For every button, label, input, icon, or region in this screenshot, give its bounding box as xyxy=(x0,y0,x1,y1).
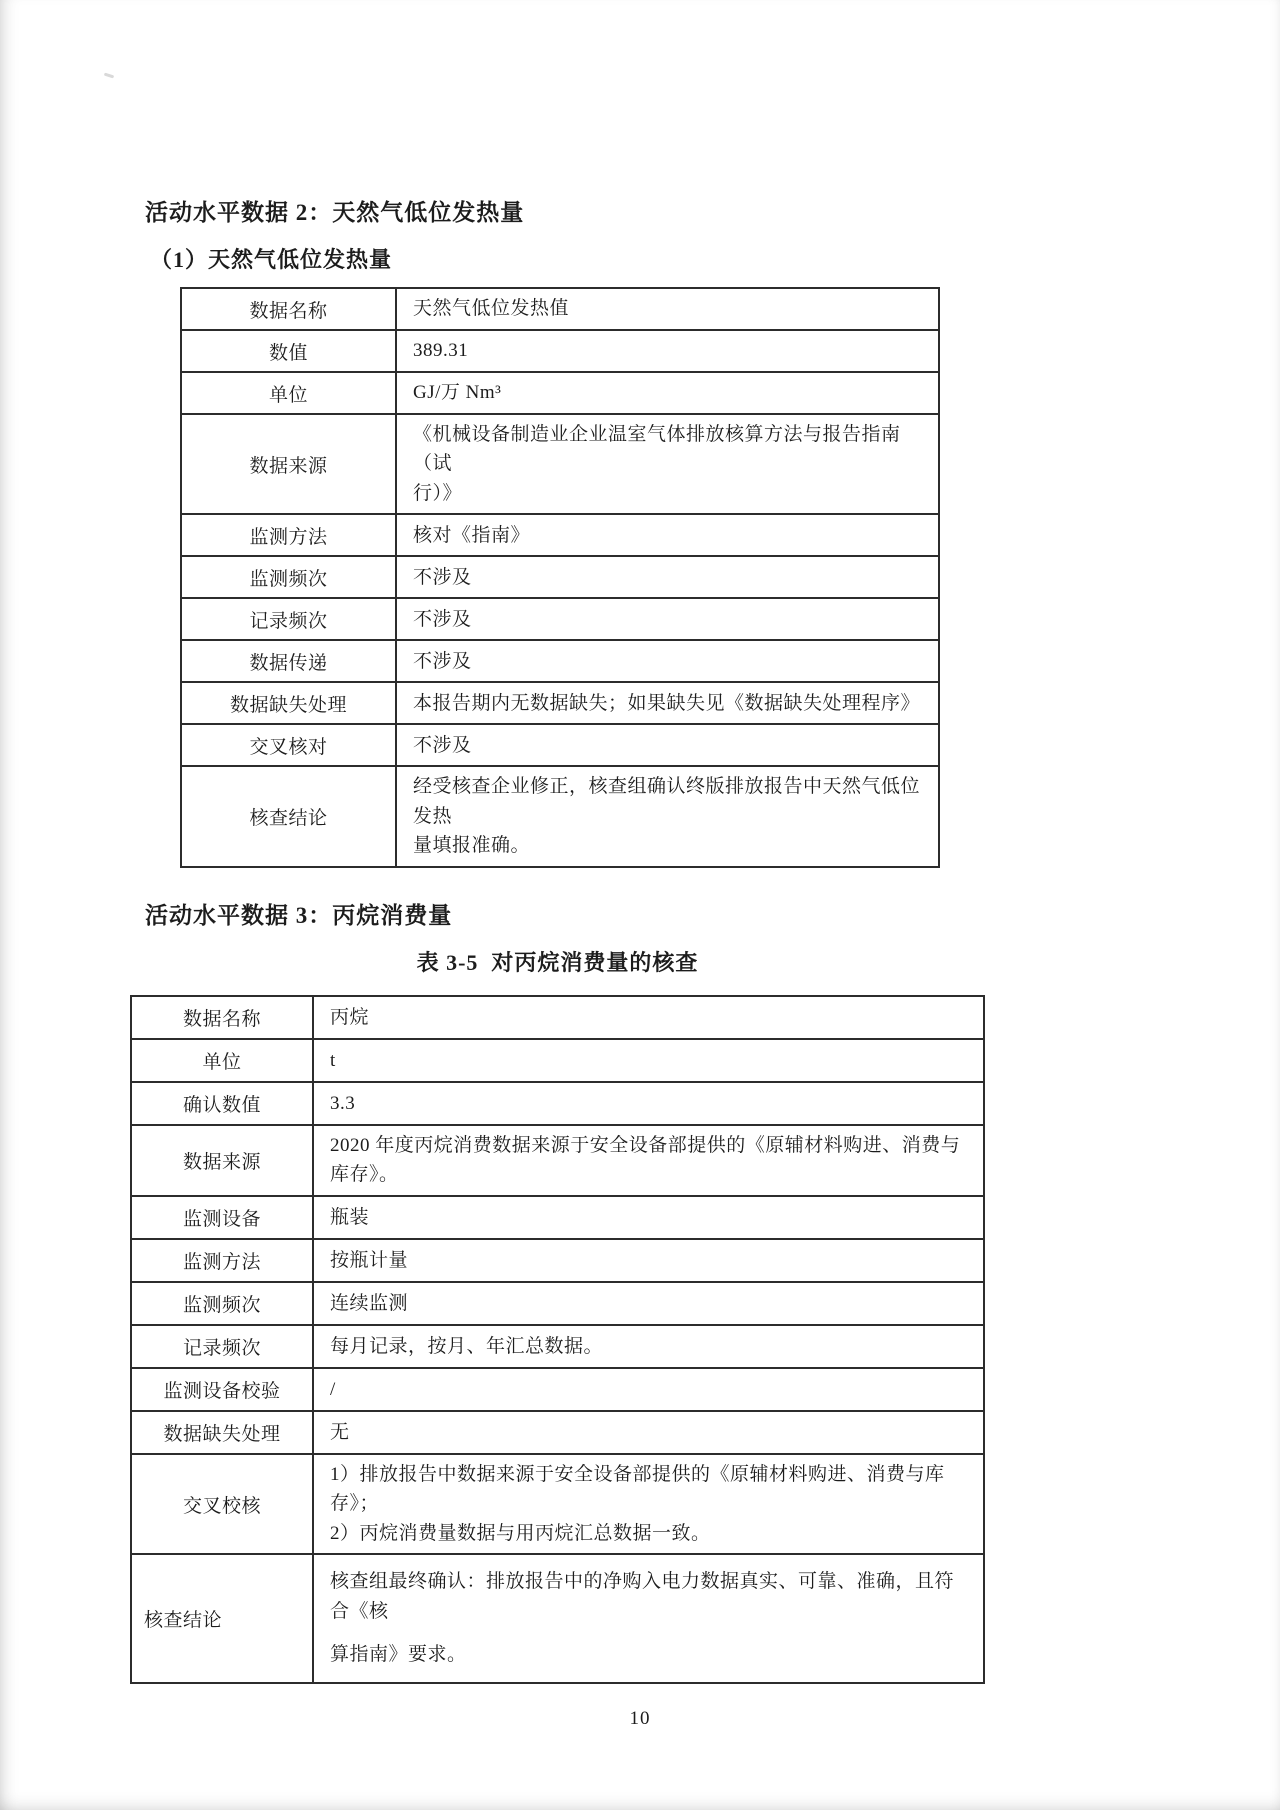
row-label: 监测设备 xyxy=(132,1197,314,1238)
row-value xyxy=(314,1412,983,1453)
row-value xyxy=(397,557,938,597)
table-row xyxy=(132,1124,983,1195)
table-row xyxy=(182,371,938,413)
table-row xyxy=(182,681,938,723)
table-row xyxy=(132,1410,983,1453)
row-value xyxy=(314,1369,983,1410)
table-propane-consumption xyxy=(130,995,985,1684)
table-row xyxy=(132,1324,983,1367)
row-value xyxy=(397,725,938,765)
row-label: 数据来源 xyxy=(182,415,397,513)
row-value-line: 行）》 xyxy=(413,482,463,504)
row-value xyxy=(314,1040,983,1081)
scan-artifact xyxy=(104,73,114,79)
row-value-line: / xyxy=(330,1378,336,1400)
row-value xyxy=(397,767,938,865)
row-value xyxy=(314,1240,983,1281)
table-row xyxy=(182,597,938,639)
row-value-line: 每月记录，按月、年汇总数据。 xyxy=(330,1335,604,1357)
table-row xyxy=(182,555,938,597)
row-value xyxy=(314,1326,983,1367)
table-row xyxy=(182,765,938,865)
table-row xyxy=(132,1038,983,1081)
row-label: 数据缺失处理 xyxy=(182,683,397,723)
row-value xyxy=(314,1455,983,1553)
row-value-line: GJ/万 Nm³ xyxy=(413,382,502,404)
table-row xyxy=(182,329,938,371)
table-caption: 表 3-5 对丙烷消费量的核查 xyxy=(416,950,699,975)
row-label: 核查结论 xyxy=(182,767,397,865)
row-value-line: 瓶装 xyxy=(330,1206,370,1228)
table-row xyxy=(182,639,938,681)
row-label: 监测频次 xyxy=(182,557,397,597)
row-value xyxy=(397,683,938,723)
subsection-heading-ng-heating-value: （1）天然气低位发热量 xyxy=(150,247,393,272)
row-value-line: 按瓶计量 xyxy=(330,1249,409,1271)
row-label: 确认数值 xyxy=(132,1083,314,1124)
row-value xyxy=(314,1083,983,1124)
table-row xyxy=(182,413,938,513)
table-row xyxy=(132,1453,983,1553)
row-value-line: 天然气低位发热值 xyxy=(413,298,570,320)
section-heading-activity-data-3: 活动水平数据 3：丙烷消费量 xyxy=(145,903,453,928)
table-row xyxy=(182,289,938,329)
row-value xyxy=(397,373,938,413)
table-row xyxy=(132,1238,983,1281)
row-label: 数据名称 xyxy=(132,997,314,1038)
row-value-line: 连续监测 xyxy=(330,1292,409,1314)
row-value xyxy=(397,289,938,329)
row-value-line: 不涉及 xyxy=(413,734,472,756)
row-value-line: 量填报准确。 xyxy=(413,835,531,857)
row-value-line: 2020 年度丙烷消费数据来源于安全设备部提供的《原辅材料购进、消费与库存》。 xyxy=(330,1135,961,1186)
row-value-line: 算指南》要求。 xyxy=(330,1644,467,1666)
section-heading-activity-data-2: 活动水平数据 2：天然气低位发热量 xyxy=(145,200,525,225)
row-label: 单位 xyxy=(132,1040,314,1081)
row-value xyxy=(314,1197,983,1238)
row-value-line: 2）丙烷消费量数据与用丙烷汇总数据一致。 xyxy=(330,1522,711,1544)
row-value-line: 3.3 xyxy=(330,1092,356,1114)
table-row xyxy=(182,513,938,555)
row-label: 监测方法 xyxy=(182,515,397,555)
row-value-line: 本报告期内无数据缺失；如果缺失见《数据缺失处理程序》 xyxy=(413,692,921,714)
row-label: 数据缺失处理 xyxy=(132,1412,314,1453)
row-label: 监测设备校验 xyxy=(132,1369,314,1410)
table-row xyxy=(132,1367,983,1410)
row-value-line: 389.31 xyxy=(413,340,469,362)
row-value-line: 1）排放报告中数据来源于安全设备部提供的《原辅材料购进、消费与库存》； xyxy=(330,1463,945,1515)
row-value xyxy=(397,515,938,555)
row-value-line: 不涉及 xyxy=(413,650,472,672)
table-row xyxy=(182,723,938,765)
row-label: 记录频次 xyxy=(182,599,397,639)
row-label: 数据来源 xyxy=(132,1126,314,1195)
row-label: 数据传递 xyxy=(182,641,397,681)
row-label: 监测频次 xyxy=(132,1283,314,1324)
row-value-line: 经受核查企业修正，核查组确认终版排放报告中天然气低位发热 xyxy=(413,776,921,827)
row-value-line: 核对《指南》 xyxy=(413,524,531,546)
row-value-line: t xyxy=(330,1049,336,1071)
row-value-line: 不涉及 xyxy=(413,566,472,588)
row-value xyxy=(314,1555,983,1681)
row-label: 交叉核对 xyxy=(182,725,397,765)
row-value-line: 无 xyxy=(330,1421,350,1443)
row-value-line: 不涉及 xyxy=(413,608,472,630)
row-label: 交叉校核 xyxy=(132,1455,314,1553)
row-label: 记录频次 xyxy=(132,1326,314,1367)
table-row xyxy=(132,1081,983,1124)
row-value xyxy=(397,599,938,639)
row-value-line: 核查组最终确认：排放报告中的净购入电力数据真实、可靠、准确，且符合《核 xyxy=(330,1571,955,1622)
row-value xyxy=(397,415,938,513)
row-label: 单位 xyxy=(182,373,397,413)
page-number: 10 xyxy=(629,1708,651,1729)
table-row xyxy=(132,1553,983,1681)
row-label: 数据名称 xyxy=(182,289,397,329)
row-value-line: 丙烷 xyxy=(330,1006,370,1028)
row-value xyxy=(314,1283,983,1324)
row-value xyxy=(314,997,983,1038)
row-value xyxy=(314,1126,983,1195)
row-value xyxy=(397,331,938,371)
row-label: 核查结论 xyxy=(132,1555,314,1681)
table-natural-gas-heating-value xyxy=(180,287,940,868)
row-label: 数值 xyxy=(182,331,397,371)
table-row xyxy=(132,997,983,1038)
row-value-line: 《机械设备制造业企业温室气体排放核算方法与报告指南（试 xyxy=(413,424,901,475)
row-label: 监测方法 xyxy=(132,1240,314,1281)
row-value xyxy=(397,641,938,681)
table-row xyxy=(132,1195,983,1238)
table-row xyxy=(132,1281,983,1324)
